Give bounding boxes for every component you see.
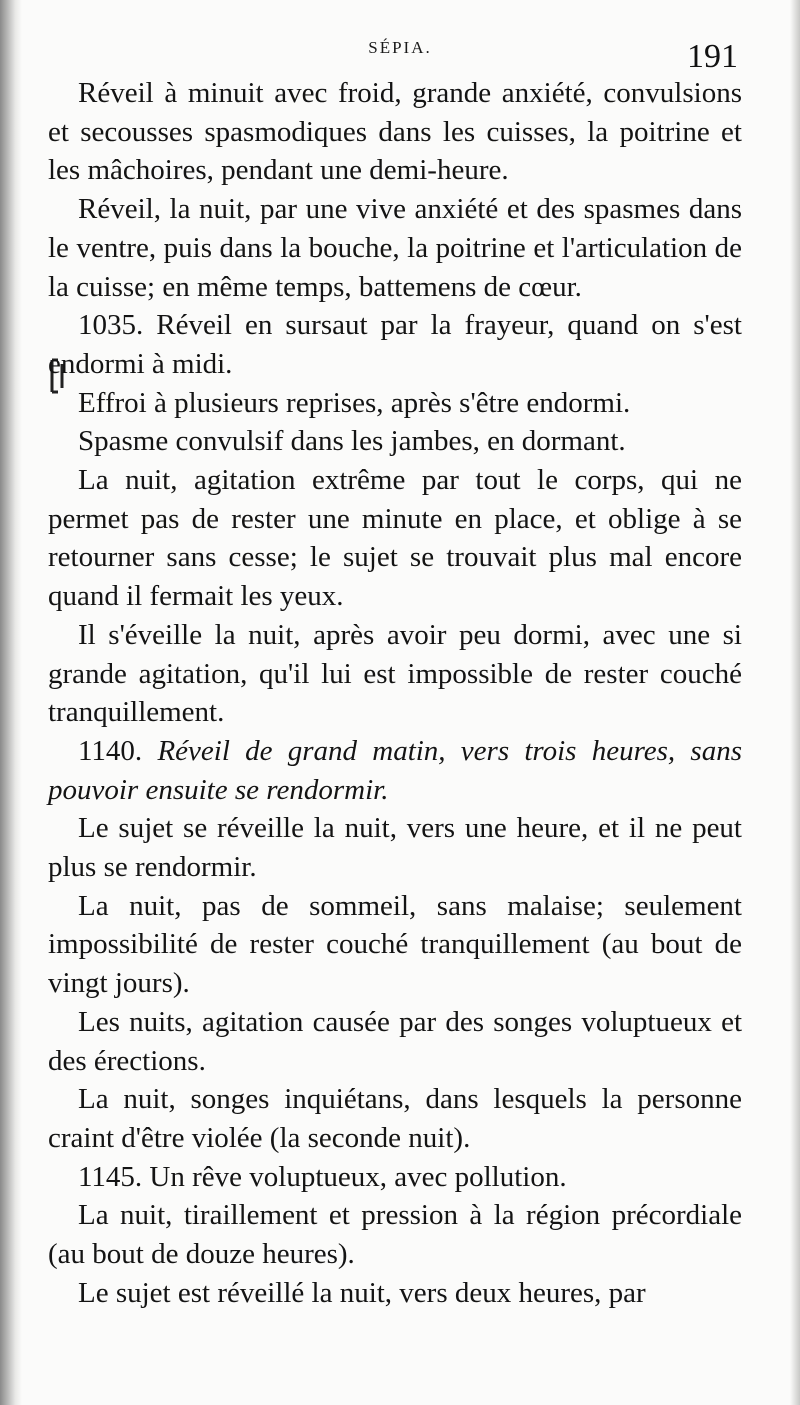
paragraph: Spasme convulsif dans les jambes, en dormant. bbox=[78, 425, 626, 458]
page-edge bbox=[790, 0, 800, 1405]
body-text bbox=[48, 74, 742, 1313]
paragraph-number: 1140. bbox=[78, 734, 143, 767]
paragraph: Effroi à plusieurs reprises, après s'être endormi. bbox=[78, 386, 631, 419]
running-head: SÉPIA. bbox=[368, 38, 432, 57]
paragraph: Il s'éveille la nuit, après avoir peu dormi, avec une si grande agitation, qu'il lui est impossible de rester couché tranquillement. bbox=[48, 618, 742, 729]
gutter-shadow bbox=[0, 0, 22, 1405]
paragraph: Réveil à minuit avec froid, grande anxiété, convulsions et secousses spasmodiques dans les cuisses, la poitrine et les mâchoires, pendant une demi-heure. bbox=[48, 77, 742, 187]
paragraph: Réveil, la nuit, par une vive anxiété et des spasmes dans le ventre, puis dans la bouche, la poitrine et l'articulation de la cuisse; en même temps, battemens de cœur. bbox=[48, 193, 742, 303]
paragraph: La nuit, songes inquiétans, dans lesquels la personne craint d'être violée (la seconde nuit). bbox=[48, 1083, 742, 1154]
page-header bbox=[0, 34, 800, 74]
paragraph: La nuit, pas de sommeil, sans malaise; seulement impossibilité de rester couché tranquillement (au bout de vingt jours). bbox=[48, 889, 742, 1000]
italic-text: Réveil de grand matin, vers trois heures, sans pouvoir ensuite se rendormir. bbox=[48, 734, 742, 806]
paragraph: Le sujet est réveillé la nuit, vers deux heures, par bbox=[78, 1276, 646, 1309]
paragraph: La nuit, tiraillement et pression à la région précordiale (au bout de douze heures). bbox=[48, 1199, 742, 1271]
page-number: 191 bbox=[687, 38, 738, 75]
paragraph-italic bbox=[48, 732, 742, 809]
paragraph: Le sujet se réveille la nuit, vers une heure, et il ne peut plus se rendormir. bbox=[48, 812, 742, 884]
paragraph: 1035. Réveil en sursaut par la frayeur, quand on s'est endormi à midi. bbox=[48, 309, 742, 380]
paragraph: 1145. Un rêve voluptueux, avec pollution. bbox=[78, 1160, 567, 1193]
paragraph: La nuit, agitation extrême par tout le corps, qui ne permet pas de rester une minute en place, et oblige à se retourner sans cesse; le sujet se trouvait plus mal encore quand il fermait les yeux. bbox=[48, 464, 742, 613]
paragraph: Les nuits, agitation causée par des songes voluptueux et des érections. bbox=[48, 1005, 742, 1077]
